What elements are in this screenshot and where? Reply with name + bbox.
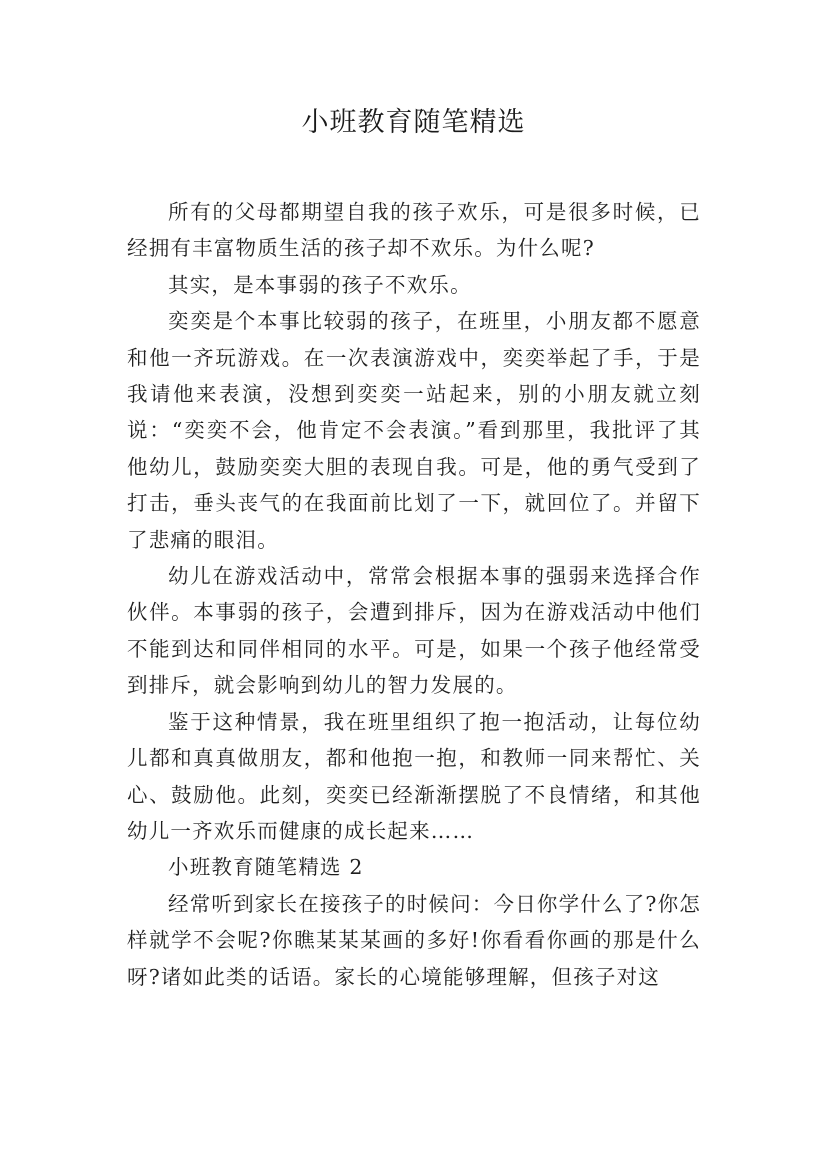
paragraph-activity: 鉴于这种情景，我在班里组织了抱一抱活动，让每位幼儿都和真真做朋友，都和他抱一抱，和教师一同来帮忙、关心、鼓励他。此刻，奕奕已经渐渐摆脱了不良情绪，和其他幼儿一齐欢乐而健康的成长起来…… bbox=[127, 709, 701, 843]
section-heading-2: 小班教育随笔精选 2 bbox=[168, 855, 364, 880]
document-body bbox=[127, 194, 701, 995]
paragraph-answer: 其实，是本事弱的孩子不欢乐。 bbox=[168, 272, 472, 297]
paragraph-intro: 所有的父母都期望自我的孩子欢乐，可是很多时候，已经拥有丰富物质生活的孩子却不欢乐。为什么呢? bbox=[127, 200, 701, 261]
paragraph-analysis: 幼儿在游戏活动中，常常会根据本事的强弱来选择合作伙伴。本事弱的孩子，会遭到排斥，因为在游戏活动中他们不能到达和同伴相同的水平。可是，如果一个孩子他经常受到排斥，就会影响到幼儿的智力发展的。 bbox=[127, 564, 701, 698]
document-title: 小班教育随笔精选 bbox=[301, 107, 526, 138]
paragraph-story: 奕奕是个本事比较弱的孩子，在班里，小朋友都不愿意和他一齐玩游戏。在一次表演游戏中，奕奕举起了手，于是我请他来表演，没想到奕奕一站起来，别的小朋友就立刻说：“奕奕不会，他肯定不会表演。”看到那里，我批评了其他幼儿，鼓励奕奕大胆的表现自我。可是，他的勇气受到了打击，垂头丧气的在我面前比划了一下，就回位了。并留下了悲痛的眼泪。 bbox=[127, 309, 701, 552]
paragraph-parents: 经常听到家长在接孩子的时候问：今日你学什么了?你怎样就学不会呢?你瞧某某某画的多好!你看看你画的那是什么呀?诸如此类的话语。家长的心境能够理解，但孩子对这 bbox=[127, 891, 701, 989]
